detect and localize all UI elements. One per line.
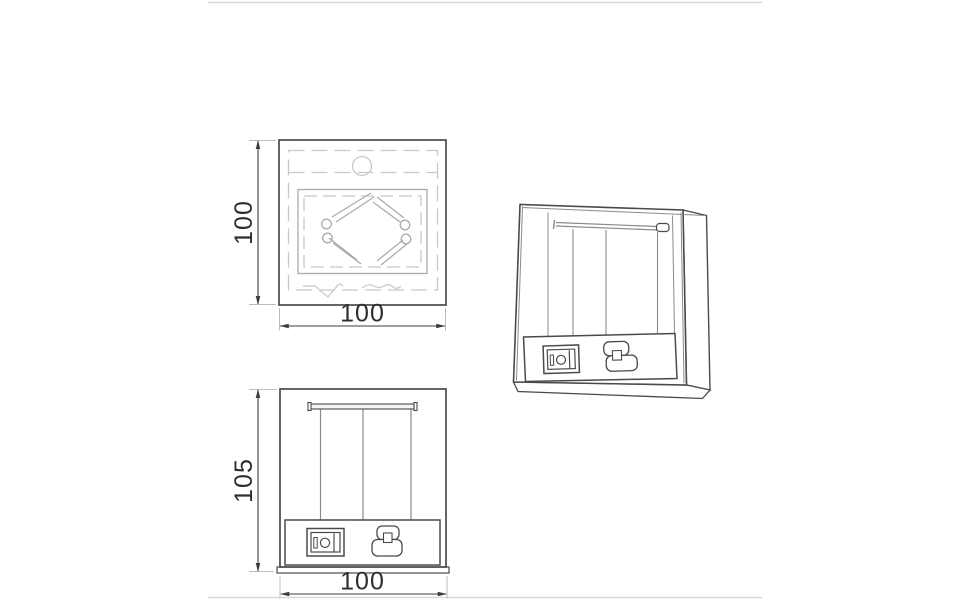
- dimension-labels: [230, 200, 385, 327]
- front-view-width-label: 100: [340, 567, 385, 596]
- right-face: [683, 210, 710, 390]
- canopy-bar: [308, 403, 417, 411]
- top-view-height-label: 100: [230, 200, 258, 245]
- usb-hidden-profile: [362, 285, 401, 289]
- inner-frame-rect: [298, 190, 427, 274]
- hidden-inner-rect: [304, 196, 421, 267]
- wire-anchor-icon: [323, 233, 333, 243]
- front-view: [230, 389, 449, 599]
- front-view-height-label: 105: [230, 458, 258, 503]
- bar-end-cap: [657, 224, 670, 232]
- top-view-detail-lines: [298, 190, 427, 274]
- top-view-hidden-lines: [289, 151, 438, 298]
- power-switch-icon: [543, 345, 579, 374]
- dimension-lines: [258, 390, 446, 594]
- wire-anchor-icon: [401, 234, 411, 244]
- power-switch-icon: [307, 529, 344, 557]
- usb-plug-icon: [372, 526, 402, 556]
- wire-anchor-icon: [322, 219, 332, 229]
- hidden-inset-rect: [289, 151, 438, 291]
- top-view: [230, 140, 446, 331]
- top-view-width-label: 100: [340, 299, 385, 328]
- perspective-view: [514, 205, 711, 399]
- hanging-wires: [321, 409, 412, 520]
- dimension-lines: [258, 141, 445, 326]
- dimension-labels: [230, 458, 385, 595]
- wire-diamond: [322, 193, 411, 265]
- top-view-dimensions: [230, 140, 446, 331]
- wire-anchor-icon: [400, 220, 410, 230]
